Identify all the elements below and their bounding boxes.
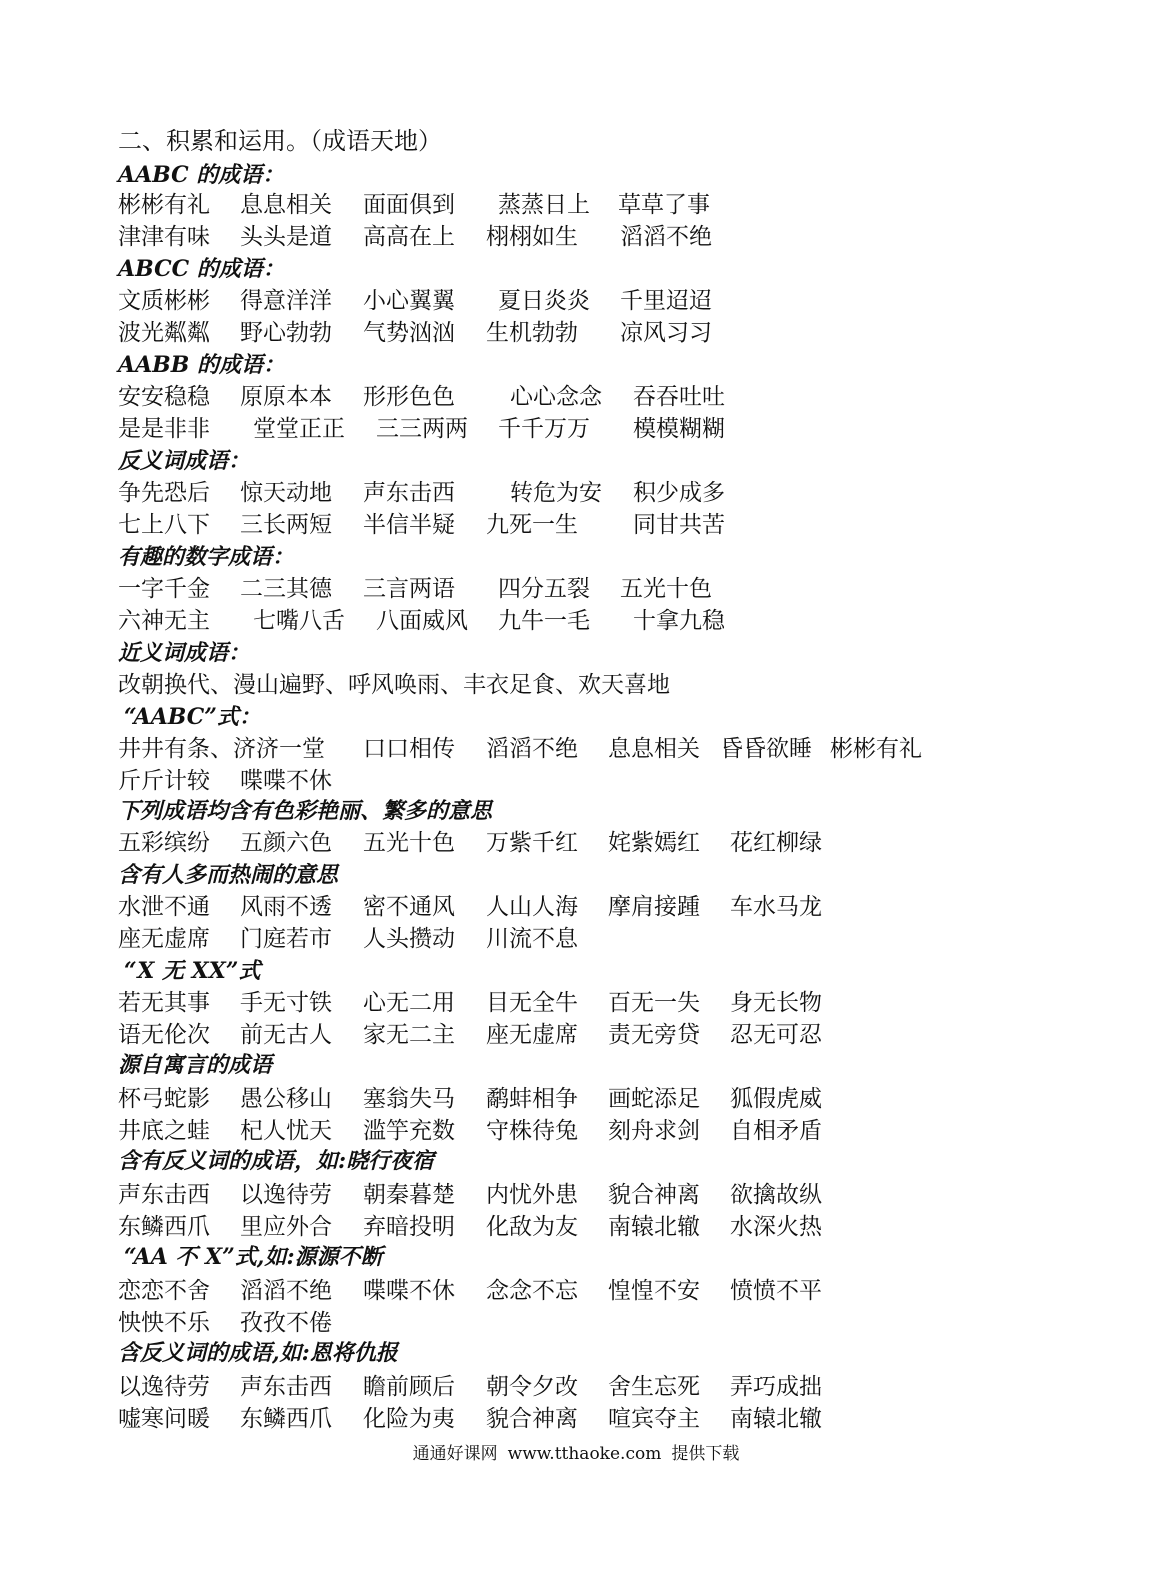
idiom-item: 喋喋不休 bbox=[363, 1278, 455, 1304]
idiom-row bbox=[118, 478, 1018, 508]
idiom-item: 彬彬有礼 bbox=[830, 736, 922, 762]
idiom-item: 目无全牛 bbox=[486, 990, 578, 1016]
idiom-item: 貌合神离 bbox=[486, 1406, 578, 1432]
section-heading: “X 无 XX”式 bbox=[124, 958, 261, 984]
idiom-row bbox=[118, 924, 1018, 954]
idiom-item: 千千万万 bbox=[498, 416, 590, 442]
footer-site: 通通好课网 bbox=[412, 1444, 498, 1464]
idiom-item: 欲擒故纵 bbox=[730, 1182, 822, 1208]
idiom-item: 内忧外患 bbox=[486, 1182, 578, 1208]
section-heading: 含反义词的成语,如:恩将仇报 bbox=[118, 1340, 398, 1366]
idiom-item: 栩栩如生 bbox=[486, 224, 578, 250]
idiom-item: 座无虚席 bbox=[486, 1022, 578, 1048]
idiom-item: 五光十色 bbox=[620, 576, 712, 602]
idiom-item: 三言两语 bbox=[363, 576, 455, 602]
idiom-item: 若无其事 bbox=[118, 990, 210, 1016]
idiom-row bbox=[118, 1372, 1018, 1402]
idiom-item: 蒸蒸日上 bbox=[498, 192, 590, 218]
idiom-row bbox=[118, 1084, 1018, 1114]
idiom-item: 水深火热 bbox=[730, 1214, 822, 1240]
idiom-item: 化敌为友 bbox=[486, 1214, 578, 1240]
idiom-item: 密不通风 bbox=[363, 894, 455, 920]
section-heading: AABC 的成语： bbox=[118, 162, 285, 188]
idiom-item: 惶惶不安 bbox=[608, 1278, 700, 1304]
idiom-item: 凉风习习 bbox=[620, 320, 712, 346]
idiom-item: 二三其德 bbox=[240, 576, 332, 602]
idiom-item: 彬彬有礼 bbox=[118, 192, 210, 218]
idiom-item: 七嘴八舌 bbox=[253, 608, 345, 634]
idiom-item: 气势汹汹 bbox=[363, 320, 455, 346]
idiom-item: 口口相传 bbox=[363, 736, 455, 762]
idiom-item: 吞吞吐吐 bbox=[633, 384, 725, 410]
idiom-item: 惊天动地 bbox=[240, 480, 332, 506]
idiom-item: 津津有味 bbox=[118, 224, 210, 250]
idiom-row bbox=[118, 892, 1018, 922]
idiom-item: 是是非非 bbox=[118, 416, 210, 442]
idiom-item: 千里迢迢 bbox=[620, 288, 712, 314]
footer bbox=[0, 1442, 1152, 1466]
section-heading: 下列成语均含有色彩艳丽、繁多的意思 bbox=[118, 798, 493, 824]
idiom-row bbox=[118, 734, 1018, 764]
idiom-row bbox=[118, 1276, 1018, 1306]
idiom-item: 朝令夕改 bbox=[486, 1374, 578, 1400]
idiom-row bbox=[118, 382, 1018, 412]
idiom-item: 化险为夷 bbox=[363, 1406, 455, 1432]
idiom-item: 人头攒动 bbox=[363, 926, 455, 952]
idiom-item: 座无虚席 bbox=[118, 926, 210, 952]
idiom-item: 改朝换代、漫山遍野、呼风唤雨、丰衣足食、欢天喜地 bbox=[118, 672, 670, 698]
idiom-item: 语无伦次 bbox=[118, 1022, 210, 1048]
idiom-item: 摩肩接踵 bbox=[608, 894, 700, 920]
idiom-item: 井井有条、济济一堂 bbox=[118, 736, 325, 762]
idiom-item: 杯弓蛇影 bbox=[118, 1086, 210, 1112]
idiom-item: 水泄不通 bbox=[118, 894, 210, 920]
section-heading: AABB 的成语： bbox=[118, 352, 285, 378]
idiom-row bbox=[118, 988, 1018, 1018]
idiom-row bbox=[118, 1404, 1018, 1434]
idiom-item: 东鳞西爪 bbox=[240, 1406, 332, 1432]
idiom-item: 喧宾夺主 bbox=[608, 1406, 700, 1432]
idiom-item: 姹紫嫣红 bbox=[608, 830, 700, 856]
idiom-item: 一字千金 bbox=[118, 576, 210, 602]
idiom-item: 门庭若市 bbox=[240, 926, 332, 952]
idiom-item: 恋恋不舍 bbox=[118, 1278, 210, 1304]
idiom-item: 怏怏不乐 bbox=[118, 1310, 210, 1336]
idiom-item: 四分五裂 bbox=[498, 576, 590, 602]
idiom-item: 井底之蛙 bbox=[118, 1118, 210, 1144]
idiom-item: 忍无可忍 bbox=[730, 1022, 822, 1048]
idiom-item: 五光十色 bbox=[363, 830, 455, 856]
idiom-item: 身无长物 bbox=[730, 990, 822, 1016]
idiom-item: 弄巧成拙 bbox=[730, 1374, 822, 1400]
section-heading: 反义词成语： bbox=[118, 448, 251, 474]
idiom-item: 自相矛盾 bbox=[730, 1118, 822, 1144]
idiom-item: 半信半疑 bbox=[363, 512, 455, 538]
idiom-item: 面面俱到 bbox=[363, 192, 455, 218]
section-heading: 近义词成语： bbox=[118, 640, 251, 666]
idiom-item: 夏日炎炎 bbox=[498, 288, 590, 314]
idiom-item: 车水马龙 bbox=[730, 894, 822, 920]
idiom-item: 风雨不透 bbox=[240, 894, 332, 920]
idiom-item: 七上八下 bbox=[118, 512, 210, 538]
section-heading: 含有人多而热闹的意思 bbox=[118, 862, 339, 888]
idiom-item: 小心翼翼 bbox=[363, 288, 455, 314]
idiom-item: 争先恐后 bbox=[118, 480, 210, 506]
idiom-item: 刻舟求剑 bbox=[608, 1118, 700, 1144]
idiom-item: 六神无主 bbox=[118, 608, 210, 634]
idiom-item: 得意洋洋 bbox=[240, 288, 332, 314]
idiom-item: 川流不息 bbox=[486, 926, 578, 952]
idiom-item: 十拿九稳 bbox=[633, 608, 725, 634]
idiom-item: 守株待兔 bbox=[486, 1118, 578, 1144]
idiom-item: 五彩缤纷 bbox=[118, 830, 210, 856]
idiom-item: 滔滔不绝 bbox=[240, 1278, 332, 1304]
section-heading: ABCC 的成语： bbox=[118, 256, 285, 282]
idiom-item: 家无二主 bbox=[363, 1022, 455, 1048]
idiom-item: 五颜六色 bbox=[240, 830, 332, 856]
idiom-row bbox=[118, 510, 1018, 540]
idiom-item: 生机勃勃 bbox=[486, 320, 578, 346]
idiom-item: 心心念念 bbox=[510, 384, 602, 410]
idiom-item: 愤愤不平 bbox=[730, 1278, 822, 1304]
idiom-item: 八面威风 bbox=[376, 608, 468, 634]
idiom-row bbox=[118, 670, 1018, 700]
idiom-item: 头头是道 bbox=[240, 224, 332, 250]
idiom-item: 貌合神离 bbox=[608, 1182, 700, 1208]
idiom-item: 朝秦暮楚 bbox=[363, 1182, 455, 1208]
idiom-item: 息息相关 bbox=[608, 736, 700, 762]
page-title: 二、积累和运用。（成语天地） bbox=[118, 127, 442, 155]
idiom-item: 积少成多 bbox=[633, 480, 725, 506]
section-heading: 源自寓言的成语 bbox=[118, 1052, 273, 1078]
idiom-item: 万紫千红 bbox=[486, 830, 578, 856]
idiom-item: 堂堂正正 bbox=[253, 416, 345, 442]
idiom-item: 滔滔不绝 bbox=[486, 736, 578, 762]
idiom-item: 里应外合 bbox=[240, 1214, 332, 1240]
idiom-item: 以逸待劳 bbox=[240, 1182, 332, 1208]
idiom-item: 弃暗投明 bbox=[363, 1214, 455, 1240]
idiom-row bbox=[118, 1212, 1018, 1242]
idiom-item: 南辕北辙 bbox=[608, 1214, 700, 1240]
idiom-item: 文质彬彬 bbox=[118, 288, 210, 314]
idiom-item: 形形色色 bbox=[363, 384, 455, 410]
idiom-item: 心无二用 bbox=[363, 990, 455, 1016]
idiom-item: 狐假虎威 bbox=[730, 1086, 822, 1112]
idiom-item: 模模糊糊 bbox=[633, 416, 725, 442]
idiom-item: 高高在上 bbox=[363, 224, 455, 250]
idiom-item: 三三两两 bbox=[376, 416, 468, 442]
idiom-item: 责无旁贷 bbox=[608, 1022, 700, 1048]
idiom-row bbox=[118, 318, 1018, 348]
idiom-item: 原原本本 bbox=[240, 384, 332, 410]
idiom-row bbox=[118, 1308, 1018, 1338]
idiom-item: 声东击西 bbox=[363, 480, 455, 506]
idiom-item: 野心勃勃 bbox=[240, 320, 332, 346]
idiom-row bbox=[118, 1116, 1018, 1146]
idiom-item: 声东击西 bbox=[118, 1182, 210, 1208]
idiom-item: 三长两短 bbox=[240, 512, 332, 538]
idiom-row bbox=[118, 766, 1018, 796]
idiom-item: 愚公移山 bbox=[240, 1086, 332, 1112]
idiom-item: 花红柳绿 bbox=[730, 830, 822, 856]
idiom-item: 人山人海 bbox=[486, 894, 578, 920]
section-heading: “AA 不 X”式,如:源源不断 bbox=[124, 1244, 383, 1270]
idiom-row bbox=[118, 1180, 1018, 1210]
idiom-row bbox=[118, 574, 1018, 604]
idiom-row bbox=[118, 828, 1018, 858]
idiom-item: 九牛一毛 bbox=[498, 608, 590, 634]
idiom-item: 嘘寒问暖 bbox=[118, 1406, 210, 1432]
idiom-item: 东鳞西爪 bbox=[118, 1214, 210, 1240]
idiom-item: 安安稳稳 bbox=[118, 384, 210, 410]
idiom-item: 画蛇添足 bbox=[608, 1086, 700, 1112]
section-heading: “AABC”式： bbox=[124, 704, 261, 730]
idiom-item: 声东击西 bbox=[240, 1374, 332, 1400]
idiom-item: 喋喋不休 bbox=[240, 768, 332, 794]
idiom-item: 杞人忧天 bbox=[240, 1118, 332, 1144]
idiom-item: 草草了事 bbox=[618, 192, 710, 218]
idiom-item: 前无古人 bbox=[240, 1022, 332, 1048]
idiom-item: 同甘共苦 bbox=[633, 512, 725, 538]
idiom-item: 昏昏欲睡 bbox=[720, 736, 812, 762]
idiom-item: 息息相关 bbox=[240, 192, 332, 218]
idiom-item: 波光粼粼 bbox=[118, 320, 210, 346]
section-heading: 含有反义词的成语，如:晓行夜宿 bbox=[118, 1148, 435, 1174]
idiom-item: 南辕北辙 bbox=[730, 1406, 822, 1432]
idiom-row bbox=[118, 414, 1018, 444]
idiom-item: 鹬蚌相争 bbox=[486, 1086, 578, 1112]
idiom-row bbox=[118, 1020, 1018, 1050]
idiom-item: 斤斤计较 bbox=[118, 768, 210, 794]
idiom-row bbox=[118, 222, 1018, 252]
idiom-item: 手无寸铁 bbox=[240, 990, 332, 1016]
footer-note: 提供下载 bbox=[671, 1444, 740, 1464]
footer-url: www.tthaoke.com bbox=[507, 1444, 662, 1464]
idiom-item: 滥竽充数 bbox=[363, 1118, 455, 1144]
idiom-item: 塞翁失马 bbox=[363, 1086, 455, 1112]
idiom-row bbox=[118, 606, 1018, 636]
idiom-item: 以逸待劳 bbox=[118, 1374, 210, 1400]
idiom-item: 滔滔不绝 bbox=[620, 224, 712, 250]
idiom-item: 舍生忘死 bbox=[608, 1374, 700, 1400]
idiom-row bbox=[118, 190, 1018, 220]
section-heading: 有趣的数字成语： bbox=[118, 544, 295, 570]
idiom-item: 瞻前顾后 bbox=[363, 1374, 455, 1400]
idiom-item: 念念不忘 bbox=[486, 1278, 578, 1304]
idiom-item: 九死一生 bbox=[486, 512, 578, 538]
idiom-row bbox=[118, 286, 1018, 316]
idiom-item: 转危为安 bbox=[510, 480, 602, 506]
idiom-item: 百无一失 bbox=[608, 990, 700, 1016]
idiom-item: 孜孜不倦 bbox=[240, 1310, 332, 1336]
